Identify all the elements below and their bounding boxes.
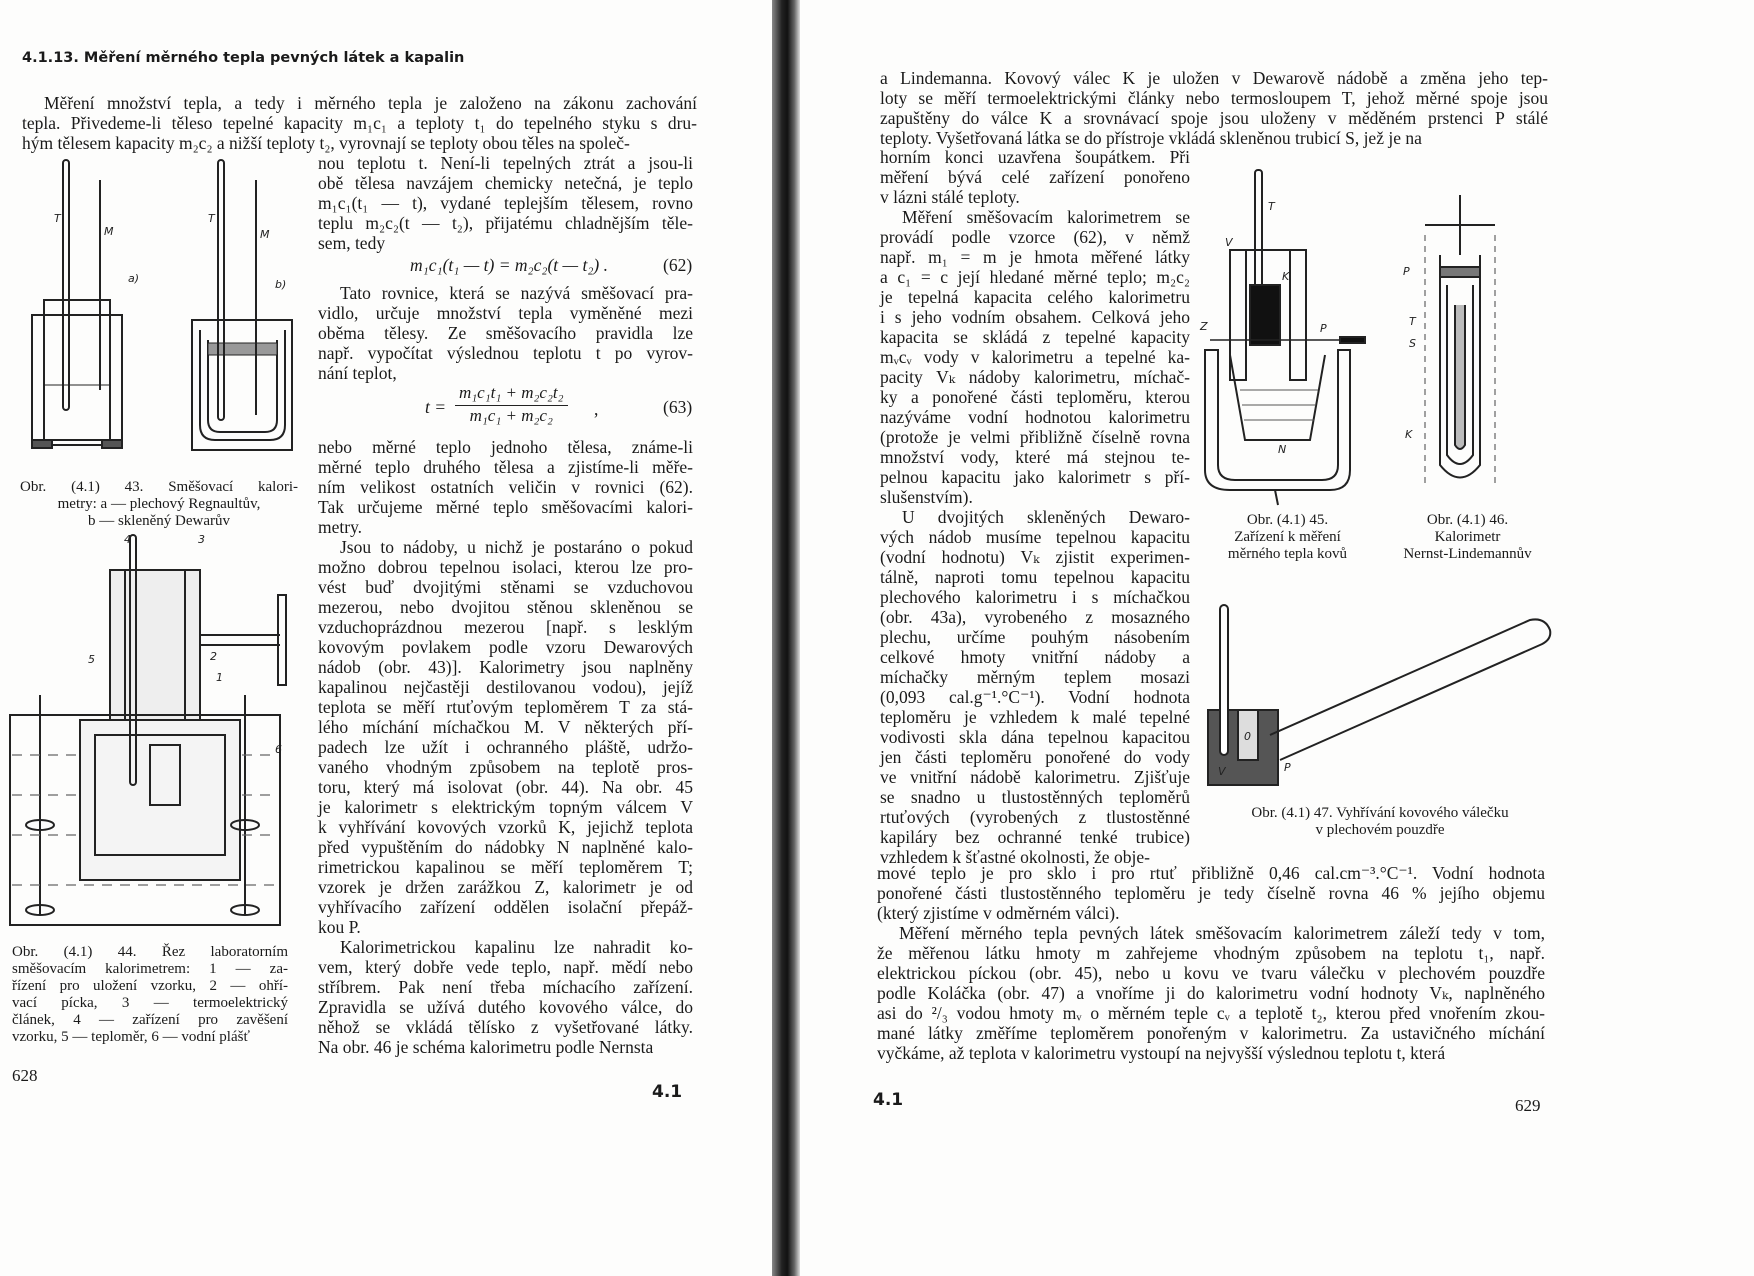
text-line: Na obr. 46 je schéma kalorimetru podle Nernsta: [318, 1037, 654, 1057]
text-line: vzorek je držen zarážkou Z, kalorimetr je od: [318, 877, 693, 897]
text-line: jen části teploměru ponořené do vody: [880, 747, 1190, 767]
text-line: nádob (obr. 43)]. Kalorimetry jsou naplněny: [318, 657, 693, 677]
text-line: Tato rovnice, která se nazývá směšovací pra-: [340, 283, 693, 303]
text-line: loty se měří termoelektrickými články nebo termosloupem T, jehož měrné spoje jsou: [880, 88, 1548, 108]
fig47-label-V: V: [1218, 765, 1226, 778]
text-line: něhož se vkládá tělísko z vyšetřované látky.: [318, 1017, 693, 1037]
section-marker-right: 4.1: [873, 1090, 904, 1110]
fig45-label-P: P: [1320, 322, 1327, 335]
text-line: je tepelná kapacita celého kalorimetru: [880, 287, 1190, 307]
text-line: nání teplot,: [318, 363, 397, 383]
equation-63-lhs: t =: [425, 397, 447, 417]
text-line: Obr. (4.1) 47. Vyhřívání kovového válečku: [1251, 805, 1509, 821]
figure-44-calorimeter-section: [10, 535, 300, 940]
text-line: mezerou, nebo dvojitou stěnou skleněnou se: [318, 597, 693, 617]
fig44-label-4: 4: [124, 533, 131, 546]
book-gutter: [772, 0, 800, 1276]
text-line: množství vody, které má stejnou te-: [880, 447, 1190, 467]
text-line: (vodní hodnotu) Vₖ zjistit experimen-: [880, 547, 1190, 567]
text-line: stříbrem. Pak není třeba míchacího zařízení.: [318, 977, 693, 997]
fig43-label-T: T: [54, 212, 61, 225]
text-line: lého míchání míchačkou M. V některých pří-: [318, 717, 693, 737]
text-line: U dvojitých skleněných Dewaro-: [902, 507, 1190, 527]
text-line: v lázni stálé teploty.: [880, 187, 1020, 207]
text-line: Tak určujeme měrné teplo směšovacími kalori-: [318, 497, 693, 517]
text-line: kou P.: [318, 917, 361, 937]
page-number-left: 628: [12, 1066, 38, 1085]
fig45-label-V: V: [1225, 236, 1233, 249]
text-line: sem, tedy: [318, 233, 386, 253]
text-line: měření bývá celé zařízení ponořeno: [880, 167, 1190, 187]
text-line: a c₁ = c její hledané měrné teplo; m₂c₂: [880, 267, 1190, 287]
text-line: Nernst-Lindemannův: [1403, 546, 1532, 562]
text-line: obě tělesa navzájem chemicky netečná, je teplo: [318, 173, 693, 193]
text-line: vést buď dvojitými stěnami se vzduchovou: [318, 577, 693, 597]
text-line: mové teplo je pro sklo i pro rtuť přibližně 0,46 cal.cm⁻³.°C⁻¹. Vodní hodnota: [877, 863, 1545, 883]
text-line: i s jeho vodním obsahem. Celková jeho: [880, 307, 1190, 327]
text-line: vyhřívacího zařízení oddělen isolační přepáž-: [318, 897, 693, 917]
equation-63-denominator: m₁c₁ + m₂c₂: [469, 406, 553, 425]
text-line: plechového kalorimetru i s míchačkou: [880, 587, 1190, 607]
text-line: metry.: [318, 517, 363, 537]
figure-45-metal-specific-heat-apparatus: [1200, 170, 1370, 510]
text-line: zapuštěny do válce K a srovnávací spoje jsou uloženy v měděném prstenci P stálé: [880, 108, 1548, 128]
text-line: slušenstvím).: [880, 487, 973, 507]
text-line: kapalinou nejčastěji destilovanou vodou), jejíž: [318, 677, 693, 697]
text-line: pelnou kapacitu jako kalorimetr s pří-: [880, 467, 1190, 487]
text-line: provádí podle vzorce (62), v němž: [880, 227, 1190, 247]
text-line: ve vnitřní nádobě kalorimetru. Zjišťuje: [880, 767, 1190, 787]
text-line: padech lze užít i ochranného pláště, udržo-: [318, 737, 693, 757]
text-line: vodivosti skla dána tepelnou kapacitou: [880, 727, 1190, 747]
fig43-label-M-b: M: [260, 228, 270, 241]
text-line: měrného tepla kovů: [1227, 546, 1348, 562]
fig45-label-Z: Z: [1200, 320, 1208, 333]
text-line: horním konci uzavřena šoupátkem. Při: [880, 147, 1190, 167]
equation-63-comma: ,: [594, 399, 599, 419]
text-line: před vypuštěním do nádobky N naplněné kalo-: [318, 837, 693, 857]
text-line: Obr. (4.1) 45.: [1246, 512, 1329, 528]
text-line: pacity Vₖ nádoby kalorimetru, míchač-: [880, 367, 1190, 387]
fig44-label-3: 3: [198, 533, 205, 546]
text-line: Měření měrného tepla pevných látek směšovacím kalorimetrem záleží tedy v tom,: [899, 923, 1545, 943]
fig47-label-P: P: [1284, 761, 1291, 774]
equation-63-number: (63): [663, 397, 693, 417]
section-heading: 4.1.13. Měření měrného tepla pevných látek a kapalin: [22, 50, 465, 66]
text-line: Měření směšovacím kalorimetrem se: [902, 207, 1190, 227]
fig46-label-T: T: [1409, 315, 1416, 328]
text-line: a Lindemanna. Kovový válec K je uložen v Dewarově nádobě a změna jeho tep-: [880, 68, 1548, 88]
text-line: vzhledem k šťastné okolnosti, že obje-: [880, 847, 1150, 867]
text-line: Zařízení k měření: [1234, 529, 1341, 545]
text-line: Kalorimetr: [1434, 529, 1501, 545]
text-line: nazýváme vodní hodnotou kalorimetru: [880, 407, 1190, 427]
fig44-label-1: 1: [216, 671, 223, 684]
fig43-label-b: b): [275, 278, 287, 291]
text-line: tepla. Přivedeme-li těleso tepelné kapacity m₁c₁ a teploty t₁ do tepelného styku s dru-: [22, 113, 697, 133]
text-line: Kalorimetrickou kapalinu lze nahradit ko-: [340, 937, 693, 957]
text-line: asi do ²/₃ vodou hmoty mᵥ o měrném teple cᵥ a teplotě t₂, kterou před vnořením zkou-: [877, 1003, 1545, 1023]
fig43-label-M: M: [104, 225, 114, 238]
text-line: kovovým povlakem podle vzoru Dewarových: [318, 637, 693, 657]
text-line: kapiláry bez ochranné tenké trubice): [880, 827, 1190, 847]
text-line: k vyhřívání kovových vzorků K, jejichž teplota: [318, 817, 693, 837]
text-line: vací pícka, 3 — termoelektrický: [12, 995, 288, 1011]
text-line: oběma tělesy. Ze směšovacího pravidla lze: [318, 323, 693, 343]
text-line: Obr. (4.1) 43. Směšovací kalori-: [20, 479, 298, 495]
text-line: Jsou to nádoby, u nichž je postaráno o pokud: [340, 537, 693, 557]
text-line: (obr. 43a), vyrobeného z mosazného: [880, 607, 1190, 627]
text-line: Obr. (4.1) 44. Řez laboratorním: [12, 944, 288, 960]
fig45-label-T: T: [1268, 200, 1275, 213]
text-line: např. vypočítat výslednou teplotu t po vyrov-: [318, 343, 693, 363]
text-line: b — skleněný Dewarův: [87, 513, 231, 529]
text-line: mᵥcᵥ vody v kalorimetru a tepelné ka-: [880, 347, 1190, 367]
text-line: v plechovém pouzdře: [1315, 822, 1445, 838]
text-line: nebo měrné teplo jednoho tělesa, známe-li: [318, 437, 693, 457]
text-line: Měření množství tepla, a tedy i měrného tepla je založeno na zákonu zachování: [44, 93, 697, 113]
text-line: metry: a — plechový Regnaultův,: [57, 496, 261, 512]
section-marker-left: 4.1: [652, 1082, 683, 1102]
text-line: ponořené části tlustostěnného teploměru je tedy číselně rovna 46 % jejího objemu: [877, 883, 1545, 903]
equation-63-fraction: [455, 383, 568, 426]
text-line: (který zjistíme v odměrném válci).: [877, 903, 1120, 923]
text-line: vaného vhodným způsobem na teplotě pros-: [318, 757, 693, 777]
text-line: (protože je velmi přibližně číselně rovna: [880, 427, 1190, 447]
text-line: vzduchoprázdnou mezerou [např. s lesklým: [318, 617, 693, 637]
text-line: Zpravidla se užívá dutého kovového válce, do: [318, 997, 693, 1017]
text-line: např. m₁ = m je hmota měřené látky: [880, 247, 1190, 267]
equation-62-number: (62): [663, 255, 693, 275]
text-line: vyčkáme, až teplota v kalorimetru vystoupí na nejvyšší výslednou teplotu t, která: [877, 1043, 1446, 1063]
text-line: se snadno u tlustostěnných teploměrů: [880, 787, 1190, 807]
fig46-label-P: P: [1403, 265, 1410, 278]
text-line: článek, 4 — zařízení pro zavěšení: [12, 1012, 288, 1028]
equation-63-numerator: m₁c₁t₁ + m₂c₂t₂: [455, 383, 568, 406]
text-line: vých nádob musíme tepelnou kapacitu: [880, 527, 1190, 547]
fig44-label-5: 5: [88, 653, 95, 666]
text-line: teplu m₂c₂(t — t₂), přijatému chladnějším těle-: [318, 213, 693, 233]
figure-47-heating-cylinder: [1200, 595, 1560, 795]
equation-62: m₁c₁(t₁ — t) = m₂c₂(t — t₂) .: [410, 255, 609, 275]
text-line: vidlo, určuje množství tepla vyměněné mezi: [318, 303, 693, 323]
text-line: plechu, určíme pouhým násobením: [880, 627, 1190, 647]
text-line: Obr. (4.1) 46.: [1426, 512, 1509, 528]
text-line: rimetrickou kapalinou se měří teploměrem T;: [318, 857, 693, 877]
text-line: m₁c₁(t₁ — t), vydané teplejším tělesem, rovno: [318, 193, 693, 213]
fig43-label-T-b: T: [208, 212, 215, 225]
text-line: směšovacím kalorimetrem: 1 — za-: [12, 961, 288, 977]
fig44-label-6: 6: [275, 743, 282, 756]
text-line: vzorku, 5 — teploměr, 6 — vodní plášť: [12, 1029, 250, 1045]
text-line: je kalorimetr s elektrickým topným válcem V: [318, 797, 693, 817]
text-line: kapacita se skládá z tepelné kapacity: [880, 327, 1190, 347]
text-line: rtuťových (vyrobených z tlustostěnné: [880, 807, 1190, 827]
text-line: míchačky měrným teplem mosazi: [880, 667, 1190, 687]
text-line: elektrickou píckou (obr. 45), nebo u kovu ve tvaru válečku v plechovém pouzdře: [877, 963, 1545, 983]
text-line: teploty. Vyšetřovaná látka se do přístroje vkládá skleněnou trubicí S, jež je na: [880, 128, 1422, 148]
text-line: toru, který má isolovat (obr. 44). Na obr. 45: [318, 777, 693, 797]
text-line: ky a ponořené části teploměru, kterou: [880, 387, 1190, 407]
text-line: hým tělesem kapacity m₂c₂ a nižší teploty t₂, vyrovnají se teploty obou těles na společ-: [22, 133, 630, 153]
text-line: teploměru je vzhledem k malé tepelné: [880, 707, 1190, 727]
text-line: tálně, naproti tomu tepelnou kapacitu: [880, 567, 1190, 587]
fig46-label-S: S: [1409, 337, 1416, 350]
fig47-label-0: 0: [1244, 730, 1251, 743]
figure-46-nernst-lindemann-calorimeter: [1395, 195, 1525, 495]
text-line: měrné teplo druhého tělesa a zjistíme-li měře-: [318, 457, 693, 477]
fig45-label-N: N: [1278, 443, 1287, 456]
text-line: celkové hmoty vnitřní nádoby a: [880, 647, 1190, 667]
text-line: vem, který dobře vede teplo, např. mědí nebo: [318, 957, 693, 977]
page-number-right: 629: [1515, 1096, 1541, 1115]
text-line: mané látky změříme teploměrem ponořeným v kalorimetru. Za ustavičného míchání: [877, 1023, 1545, 1043]
text-line: (0,093 cal.g⁻¹.°C⁻¹). Vodní hodnota: [880, 687, 1190, 707]
text-line: že měřenou látku hmoty m zahřejeme vhodným způsobem na teplotu t₁, např.: [877, 943, 1545, 963]
text-line: možno dobrou tepelnou isolaci, kterou lze pro-: [318, 557, 693, 577]
figure-43-calorimeters: [20, 160, 300, 470]
fig46-label-K: K: [1405, 428, 1413, 441]
fig44-label-2: 2: [210, 650, 217, 663]
text-line: řízení pro uložení vzorku, 2 — ohří-: [12, 978, 288, 994]
fig43-label-a: a): [128, 272, 140, 285]
text-line: teplota se měří rtuťovým teploměrem T za stá-: [318, 697, 693, 717]
text-line: ním velikost ostatních veličin v rovnici (62).: [318, 477, 693, 497]
text-line: nou teplotu t. Není-li tepelných ztrát a jsou-li: [318, 153, 693, 173]
fig45-label-K: K: [1282, 270, 1290, 283]
text-line: podle Koláčka (obr. 47) a vnoříme ji do kalorimetru vodní hodnoty Vₖ, naplněného: [877, 983, 1545, 1003]
